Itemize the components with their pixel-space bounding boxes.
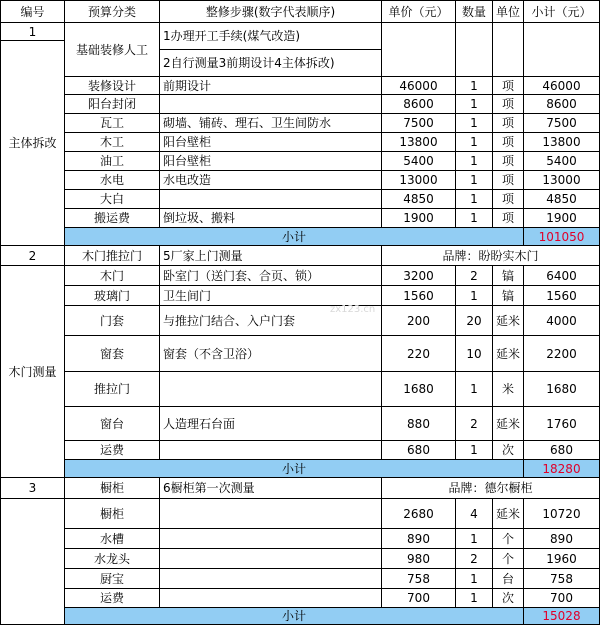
item-description bbox=[160, 95, 382, 114]
item-name: 窗台 bbox=[65, 407, 160, 441]
section-category: 主体拆改 bbox=[0, 41, 65, 246]
item-description bbox=[160, 372, 382, 407]
section-number: 3 bbox=[0, 478, 65, 499]
item-name: 运费 bbox=[65, 589, 160, 608]
row-subtotal: 1960 bbox=[524, 549, 600, 569]
item-description bbox=[160, 529, 382, 549]
row-subtotal: 1560 bbox=[524, 286, 600, 306]
column-header: 整修步骤(数字代表顺序) bbox=[160, 0, 382, 23]
row-subtotal: 5400 bbox=[524, 152, 600, 171]
item-name: 阳台封闭 bbox=[65, 95, 160, 114]
unit: 镐 bbox=[493, 286, 524, 306]
unit-price: 758 bbox=[382, 569, 456, 589]
unit-price: 200 bbox=[382, 306, 456, 336]
item-description: 1办理开工手续(煤气改造) bbox=[160, 23, 382, 50]
quantity: 1 bbox=[456, 589, 493, 608]
unit: 镐 bbox=[493, 266, 524, 286]
item-name: 瓦工 bbox=[65, 114, 160, 133]
section-category bbox=[0, 499, 65, 625]
unit: 个 bbox=[493, 529, 524, 549]
item-name: 木工 bbox=[65, 133, 160, 152]
item-description: 卫生间门 bbox=[160, 286, 382, 306]
unit-price: 890 bbox=[382, 529, 456, 549]
unit-price: 2680 bbox=[382, 499, 456, 529]
item-description: 与推拉门结合、入户门套 bbox=[160, 306, 382, 336]
row-subtotal: 700 bbox=[524, 589, 600, 608]
quantity: 1 bbox=[456, 372, 493, 407]
item-description: 5厂家上门测量 bbox=[160, 246, 382, 266]
row-subtotal: 4000 bbox=[524, 306, 600, 336]
unit: 个 bbox=[493, 549, 524, 569]
item-name: 橱柜 bbox=[65, 478, 160, 499]
unit: 项 bbox=[493, 190, 524, 209]
item-description bbox=[160, 190, 382, 209]
quantity: 1 bbox=[456, 171, 493, 190]
quantity bbox=[456, 23, 493, 77]
unit-price: 4850 bbox=[382, 190, 456, 209]
row-subtotal: 680 bbox=[524, 441, 600, 460]
unit: 项 bbox=[493, 114, 524, 133]
unit-price: 3200 bbox=[382, 266, 456, 286]
section-number: 2 bbox=[0, 246, 65, 266]
unit-price: 13800 bbox=[382, 133, 456, 152]
subtotal-value: 101050 bbox=[524, 228, 600, 246]
item-description: 阳台壁柜 bbox=[160, 133, 382, 152]
brand-label: 品牌：盼盼实木门 bbox=[382, 246, 600, 266]
item-description: 人造理石台面 bbox=[160, 407, 382, 441]
quantity: 1 bbox=[456, 77, 493, 95]
quantity: 1 bbox=[456, 190, 493, 209]
item-name: 运费 bbox=[65, 441, 160, 460]
unit: 项 bbox=[493, 209, 524, 228]
unit-price: 7500 bbox=[382, 114, 456, 133]
item-name: 装修设计 bbox=[65, 77, 160, 95]
unit: 项 bbox=[493, 171, 524, 190]
unit-price: 220 bbox=[382, 336, 456, 372]
unit-price: 8600 bbox=[382, 95, 456, 114]
unit: 延米 bbox=[493, 407, 524, 441]
item-name: 油工 bbox=[65, 152, 160, 171]
unit-price: 13000 bbox=[382, 171, 456, 190]
item-name: 窗套 bbox=[65, 336, 160, 372]
quantity: 2 bbox=[456, 266, 493, 286]
item-name: 木门推拉门 bbox=[65, 246, 160, 266]
item-description: 砌墙、铺砖、理石、卫生间防水 bbox=[160, 114, 382, 133]
row-subtotal: 890 bbox=[524, 529, 600, 549]
unit: 次 bbox=[493, 589, 524, 608]
unit: 延米 bbox=[493, 499, 524, 529]
subtotal-label: 小计 bbox=[65, 608, 524, 625]
item-name: 大白 bbox=[65, 190, 160, 209]
item-name: 水电 bbox=[65, 171, 160, 190]
item-name: 搬运费 bbox=[65, 209, 160, 228]
quantity: 2 bbox=[456, 549, 493, 569]
subtotal-label: 小计 bbox=[65, 228, 524, 246]
unit-price: 1900 bbox=[382, 209, 456, 228]
watermark: zx123.cn bbox=[330, 304, 376, 315]
unit bbox=[493, 23, 524, 77]
unit: 项 bbox=[493, 95, 524, 114]
section-number: 1 bbox=[0, 23, 65, 41]
brand-label: 品牌：德尔橱柜 bbox=[382, 478, 600, 499]
quantity: 1 bbox=[456, 209, 493, 228]
quantity: 2 bbox=[456, 407, 493, 441]
item-name: 水龙头 bbox=[65, 549, 160, 569]
row-subtotal: 7500 bbox=[524, 114, 600, 133]
unit-price: 700 bbox=[382, 589, 456, 608]
item-description: 倒垃圾、搬料 bbox=[160, 209, 382, 228]
subtotal-value: 18280 bbox=[524, 460, 600, 478]
quantity: 1 bbox=[456, 152, 493, 171]
unit-price: 680 bbox=[382, 441, 456, 460]
row-subtotal: 1900 bbox=[524, 209, 600, 228]
subtotal-label: 小计 bbox=[65, 460, 524, 478]
item-description bbox=[160, 549, 382, 569]
row-subtotal: 13000 bbox=[524, 171, 600, 190]
unit: 延米 bbox=[493, 336, 524, 372]
unit: 项 bbox=[493, 77, 524, 95]
column-header: 数量 bbox=[456, 0, 493, 23]
item-description bbox=[160, 569, 382, 589]
item-description: 阳台壁柜 bbox=[160, 152, 382, 171]
item-description: 2自行测量3前期设计4主体拆改) bbox=[160, 50, 382, 77]
quantity: 1 bbox=[456, 529, 493, 549]
item-name: 推拉门 bbox=[65, 372, 160, 407]
quantity: 1 bbox=[456, 569, 493, 589]
item-name: 门套 bbox=[65, 306, 160, 336]
row-subtotal: 758 bbox=[524, 569, 600, 589]
row-subtotal: 1680 bbox=[524, 372, 600, 407]
row-subtotal: 4850 bbox=[524, 190, 600, 209]
subtotal-value: 15028 bbox=[524, 608, 600, 625]
item-description: 前期设计 bbox=[160, 77, 382, 95]
quantity: 4 bbox=[456, 499, 493, 529]
unit-price: 980 bbox=[382, 549, 456, 569]
item-name: 基础装修人工 bbox=[65, 23, 160, 77]
unit: 项 bbox=[493, 133, 524, 152]
quantity: 1 bbox=[456, 133, 493, 152]
unit: 米 bbox=[493, 372, 524, 407]
row-subtotal: 8600 bbox=[524, 95, 600, 114]
unit-price: 880 bbox=[382, 407, 456, 441]
unit: 项 bbox=[493, 152, 524, 171]
item-description: 窗套（不含卫浴） bbox=[160, 336, 382, 372]
quantity: 1 bbox=[456, 114, 493, 133]
unit-price: 1680 bbox=[382, 372, 456, 407]
item-description: 6橱柜第一次测量 bbox=[160, 478, 382, 499]
column-header: 预算分类 bbox=[65, 0, 160, 23]
quantity: 1 bbox=[456, 286, 493, 306]
item-description bbox=[160, 441, 382, 460]
item-description: 水电改造 bbox=[160, 171, 382, 190]
item-name: 水槽 bbox=[65, 529, 160, 549]
row-subtotal: 6400 bbox=[524, 266, 600, 286]
column-header: 编号 bbox=[0, 0, 65, 23]
column-header: 小计（元） bbox=[524, 0, 600, 23]
unit-price: 46000 bbox=[382, 77, 456, 95]
section-category: 木门测量 bbox=[0, 266, 65, 478]
row-subtotal: 1760 bbox=[524, 407, 600, 441]
quantity: 10 bbox=[456, 336, 493, 372]
quantity: 1 bbox=[456, 95, 493, 114]
unit: 次 bbox=[493, 441, 524, 460]
row-subtotal bbox=[524, 23, 600, 77]
unit-price: 1560 bbox=[382, 286, 456, 306]
unit-price bbox=[382, 23, 456, 77]
item-description: 卧室门（送门套、合页、锁） bbox=[160, 266, 382, 286]
row-subtotal: 46000 bbox=[524, 77, 600, 95]
column-header: 单价（元） bbox=[382, 0, 456, 23]
row-subtotal: 2200 bbox=[524, 336, 600, 372]
row-subtotal: 13800 bbox=[524, 133, 600, 152]
quantity: 1 bbox=[456, 441, 493, 460]
item-description bbox=[160, 499, 382, 529]
quantity: 20 bbox=[456, 306, 493, 336]
item-name: 橱柜 bbox=[65, 499, 160, 529]
unit-price: 5400 bbox=[382, 152, 456, 171]
unit: 台 bbox=[493, 569, 524, 589]
item-name: 厨宝 bbox=[65, 569, 160, 589]
column-header: 单位 bbox=[493, 0, 524, 23]
item-name: 玻璃门 bbox=[65, 286, 160, 306]
row-subtotal: 10720 bbox=[524, 499, 600, 529]
unit: 延米 bbox=[493, 306, 524, 336]
item-name: 木门 bbox=[65, 266, 160, 286]
item-description bbox=[160, 589, 382, 608]
